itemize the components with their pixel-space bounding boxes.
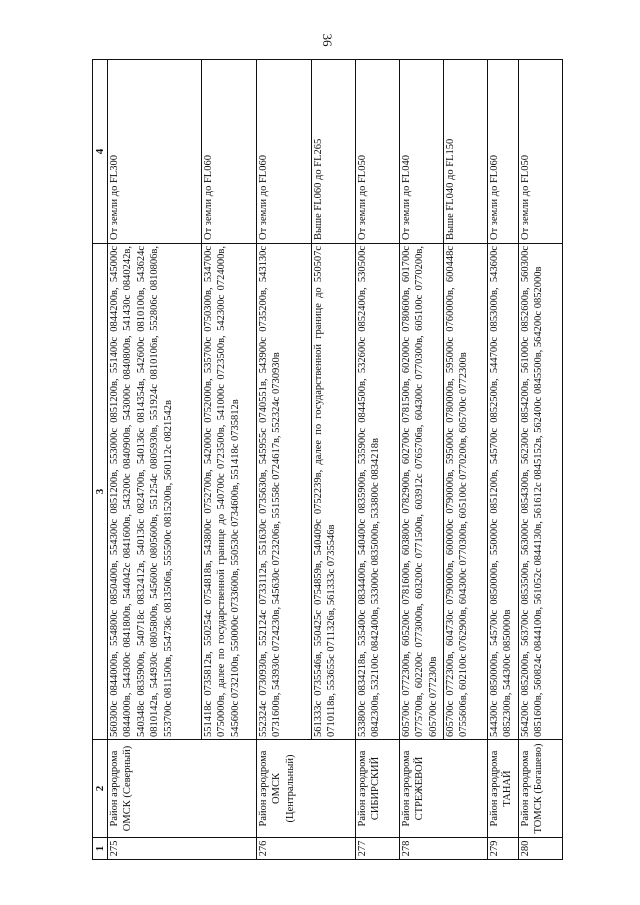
altitude-cell: От земли до FL060 (257, 60, 312, 244)
row-number: 278 (400, 838, 488, 860)
aerodrome-name: Район аэродрома СИБИРСКИЙ (356, 740, 400, 838)
altitude-cell: От земли до FL060 (202, 60, 257, 244)
row-number: 279 (488, 838, 519, 860)
coordinates-cell: 564200с 0852000в, 563700с 0853500в, 563000с 0854300в, 562300с 0854200в, 561000с 0852600в, 560300с 0851600в, 560824с 0844100в, 561052с 0844130в, 561612с 0845152в, 562400с 0845500в, 564200с 0852000в (519, 244, 563, 740)
coordinates-cell: 533800с 0834218в, 535400с 0834400в, 540400с 0835900в, 535900с 0844500в, 532600с 0852400в, 530500с 0842300в, 532100с 0842400в, 533000с 0835000в, 533800с 0834218в (356, 244, 400, 740)
row-number: 277 (356, 838, 400, 860)
row-number: 280 (519, 838, 563, 860)
aerodrome-name: Район аэродрома ОМСК (Северный) (108, 740, 257, 838)
page-number (318, 28, 336, 52)
table-row (108, 60, 202, 860)
table-row (257, 60, 312, 860)
coordinates-cell: 605700с 0772300в, 604730с 0790000в, 600000с 0790000в, 595000с 0780000в, 595000с 0760000в, 600448с 0755606в, 602100с 0762900в, 604300с 0770300в, 605100с 0770200в, 605700с 0772300в (444, 244, 488, 740)
row-number: 276 (257, 838, 356, 860)
airspace-table (92, 59, 563, 860)
aerodrome-name: Район аэродрома ТОМСК (Богашево) (519, 740, 563, 838)
page-number-text: 36 (320, 33, 335, 47)
airspace-table-rotated (92, 60, 617, 860)
altitude-cell: От земли до FL300 (108, 60, 202, 244)
table-header-row (93, 60, 108, 860)
altitude-cell: От земли до FL050 (519, 60, 563, 244)
table-row (488, 60, 519, 860)
coordinates-cell: 544300с 0850000в, 545700с 0850000в, 550000с 0851200в, 545700с 0852500в, 544700с 0853000в, 543600с 0852300в, 544300с 0850000в (488, 244, 519, 740)
table-row (400, 60, 444, 860)
table-row (519, 60, 563, 860)
header-col-4: 4 (93, 60, 108, 244)
coordinates-cell: 551418с 0735812в, 550254с 0754818в, 543800с 0752700в, 542000с 0752000в, 535700с 0750300в, 534700с 0750000в, далее по государственной границе до 540700с 0723500в, 541000с 0723500в, 542300с 0724000в, 545600с 0732100в, 550000с 0733600в, 550530с 0734600в, 551418с 0735812в (202, 244, 257, 740)
header-col-2: 2 (93, 740, 108, 838)
altitude-cell: Выше FL040 до FL150 (444, 60, 488, 244)
altitude-cell: От земли до FL060 (488, 60, 519, 244)
altitude-cell: От земли до FL040 (400, 60, 444, 244)
header-col-1: 1 (93, 838, 108, 860)
coordinates-cell: 552324с 0730930в, 552124с 0733112в, 551630с 0735630в, 545955с 0740551в, 543900с 0735200в, 543130с 0731600в, 543930с 0724230в, 545630с 0723206в, 551558с 0724617в, 552324с 0730930в (257, 244, 312, 740)
coordinates-cell: 561333с 0735546в, 550425с 0754859в, 540409с 0752239в, далее по государственной границе до 550507с 0710118в, 553655с 0711326в, 561333с 0735546в (312, 244, 356, 740)
altitude-cell: От земли до FL050 (356, 60, 400, 244)
header-col-3: 3 (93, 244, 108, 740)
aerodrome-name: Район аэродрома ТАНАЙ (488, 740, 519, 838)
coordinates-cell: 560300с 0844000в, 554800с 0850400в, 554300с 0851200в, 553000с 0851200в, 551400с 0844200в, 545000с 0844000в, 544300с 0841800в, 544042с 0841600в, 543200с 0840900в, 543000с 0840800в, 541430с 0840242в, 540348с 0835900в, 540718с 0832412в, 540136с 0824700в, 540136с 0814354в, 542600с 0810100в, 543624с 0810142в, 544930с 0805800в, 545600с 0805600в, 551254с 0805930в, 551924с 0810106в, 552806с 0810806в, 553700с 0811500в, 554736с 0813506в, 555500с 0815200в, 560112с 0821542в (108, 244, 202, 740)
coordinates-cell: 605700с 0772300в, 605200с 0781600в, 603800с 0782900в, 602700с 0781500в, 602000с 0780600в, 601700с 0775700в, 602200с 0773000в, 603200с 0771500в, 603912с 0765706в, 604300с 0770300в, 605100с 0770200в, 605700с 0772300в (400, 244, 444, 740)
altitude-cell: Выше FL060 до FL265 (312, 60, 356, 244)
aerodrome-name: Район аэродрома ОМСК (Центральный) (257, 740, 356, 838)
row-number: 275 (108, 838, 257, 860)
aerodrome-name: Район аэродрома СТРЕЖЕВОЙ (400, 740, 488, 838)
table-row (356, 60, 400, 860)
